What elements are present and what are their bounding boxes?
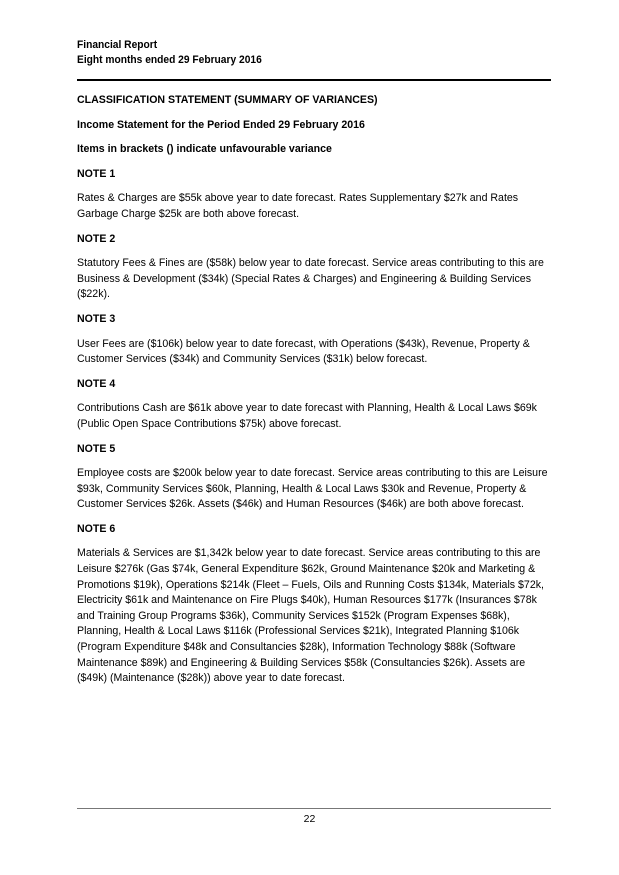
note-2-text: Statutory Fees & Fines are ($58k) below year to date forecast. Service areas contributing to this are Business & Development ($34k) (Special Rates & Charges) and Engineering & Building Services ($22k). <box>77 257 544 301</box>
note-2-heading: NOTE 2 <box>77 232 116 245</box>
document-subtitle: Income Statement for the Period Ended 29 February 2016 <box>77 118 365 131</box>
note-3-text: User Fees are ($106k) below year to date forecast, with Operations ($43k), Revenue, Property & Customer Services ($34k) and Community Services ($31k) below forecast. <box>77 337 530 366</box>
note-5-heading: NOTE 5 <box>77 442 116 455</box>
header-divider <box>77 79 551 81</box>
variance-legend-note: Items in brackets () indicate unfavourable variance <box>77 143 332 156</box>
note-3-heading: NOTE 3 <box>77 312 116 325</box>
note-6-text: Materials & Services are $1,342k below year to date forecast. Service areas contributing to this are Leisure $276k (Gas $74k, General Expenditure $62k, Ground Maintenance $20k and Marketing & Promotions $19k), Operations $214k (Fleet – Fuels, Oils and Running Costs $134k, Materials $72k, Electricity $61k and Maintenance on Fire Plugs $40k), Human Resources $177k (Insurances $78k and Training Group Programs $36k), Community Services $152k (Program Expenses $68k), Planning, Health & Local Laws $116k (Professional Services $21k), Integrated Planning $106k (Program Expenditure $48k and Consultancies $28k), Information Technology $88k (Software Maintenance $89k) and Engineering & Building Services $58k (Consultancies $26k). Assets are ($49k) (Maintenance ($28k)) above year to date forecast. <box>77 547 544 685</box>
note-1-text: Rates & Charges are $55k above year to date forecast. Rates Supplementary $27k and Rates Garbage Charge $25k are both above forecast. <box>77 192 519 220</box>
document-title: CLASSIFICATION STATEMENT (SUMMARY OF VARIANCES) <box>77 94 378 106</box>
report-header-period: Eight months ended 29 February 2016 <box>77 54 262 66</box>
document-body <box>77 93 551 687</box>
footer-divider <box>77 808 551 809</box>
page-number: 22 <box>303 813 316 825</box>
note-5-text: Employee costs are $200k below year to date forecast. Service areas contributing to this are Leisure $93k, Community Services $60k, Planning, Health & Local Laws $30k and Revenue, Property & Customer Services $26k. Assets ($46k) and Human Resources ($46k) are both above forecast. <box>77 467 548 511</box>
note-4-heading: NOTE 4 <box>77 377 116 390</box>
report-header-title: Financial Report <box>77 39 158 51</box>
report-header <box>77 38 262 68</box>
note-4-text: Contributions Cash are $61k above year to date forecast with Planning, Health & Local Laws $69k (Public Open Space Contributions $75k) above forecast. <box>77 402 537 430</box>
note-1-heading: NOTE 1 <box>77 167 116 180</box>
note-6-heading: NOTE 6 <box>77 522 116 535</box>
